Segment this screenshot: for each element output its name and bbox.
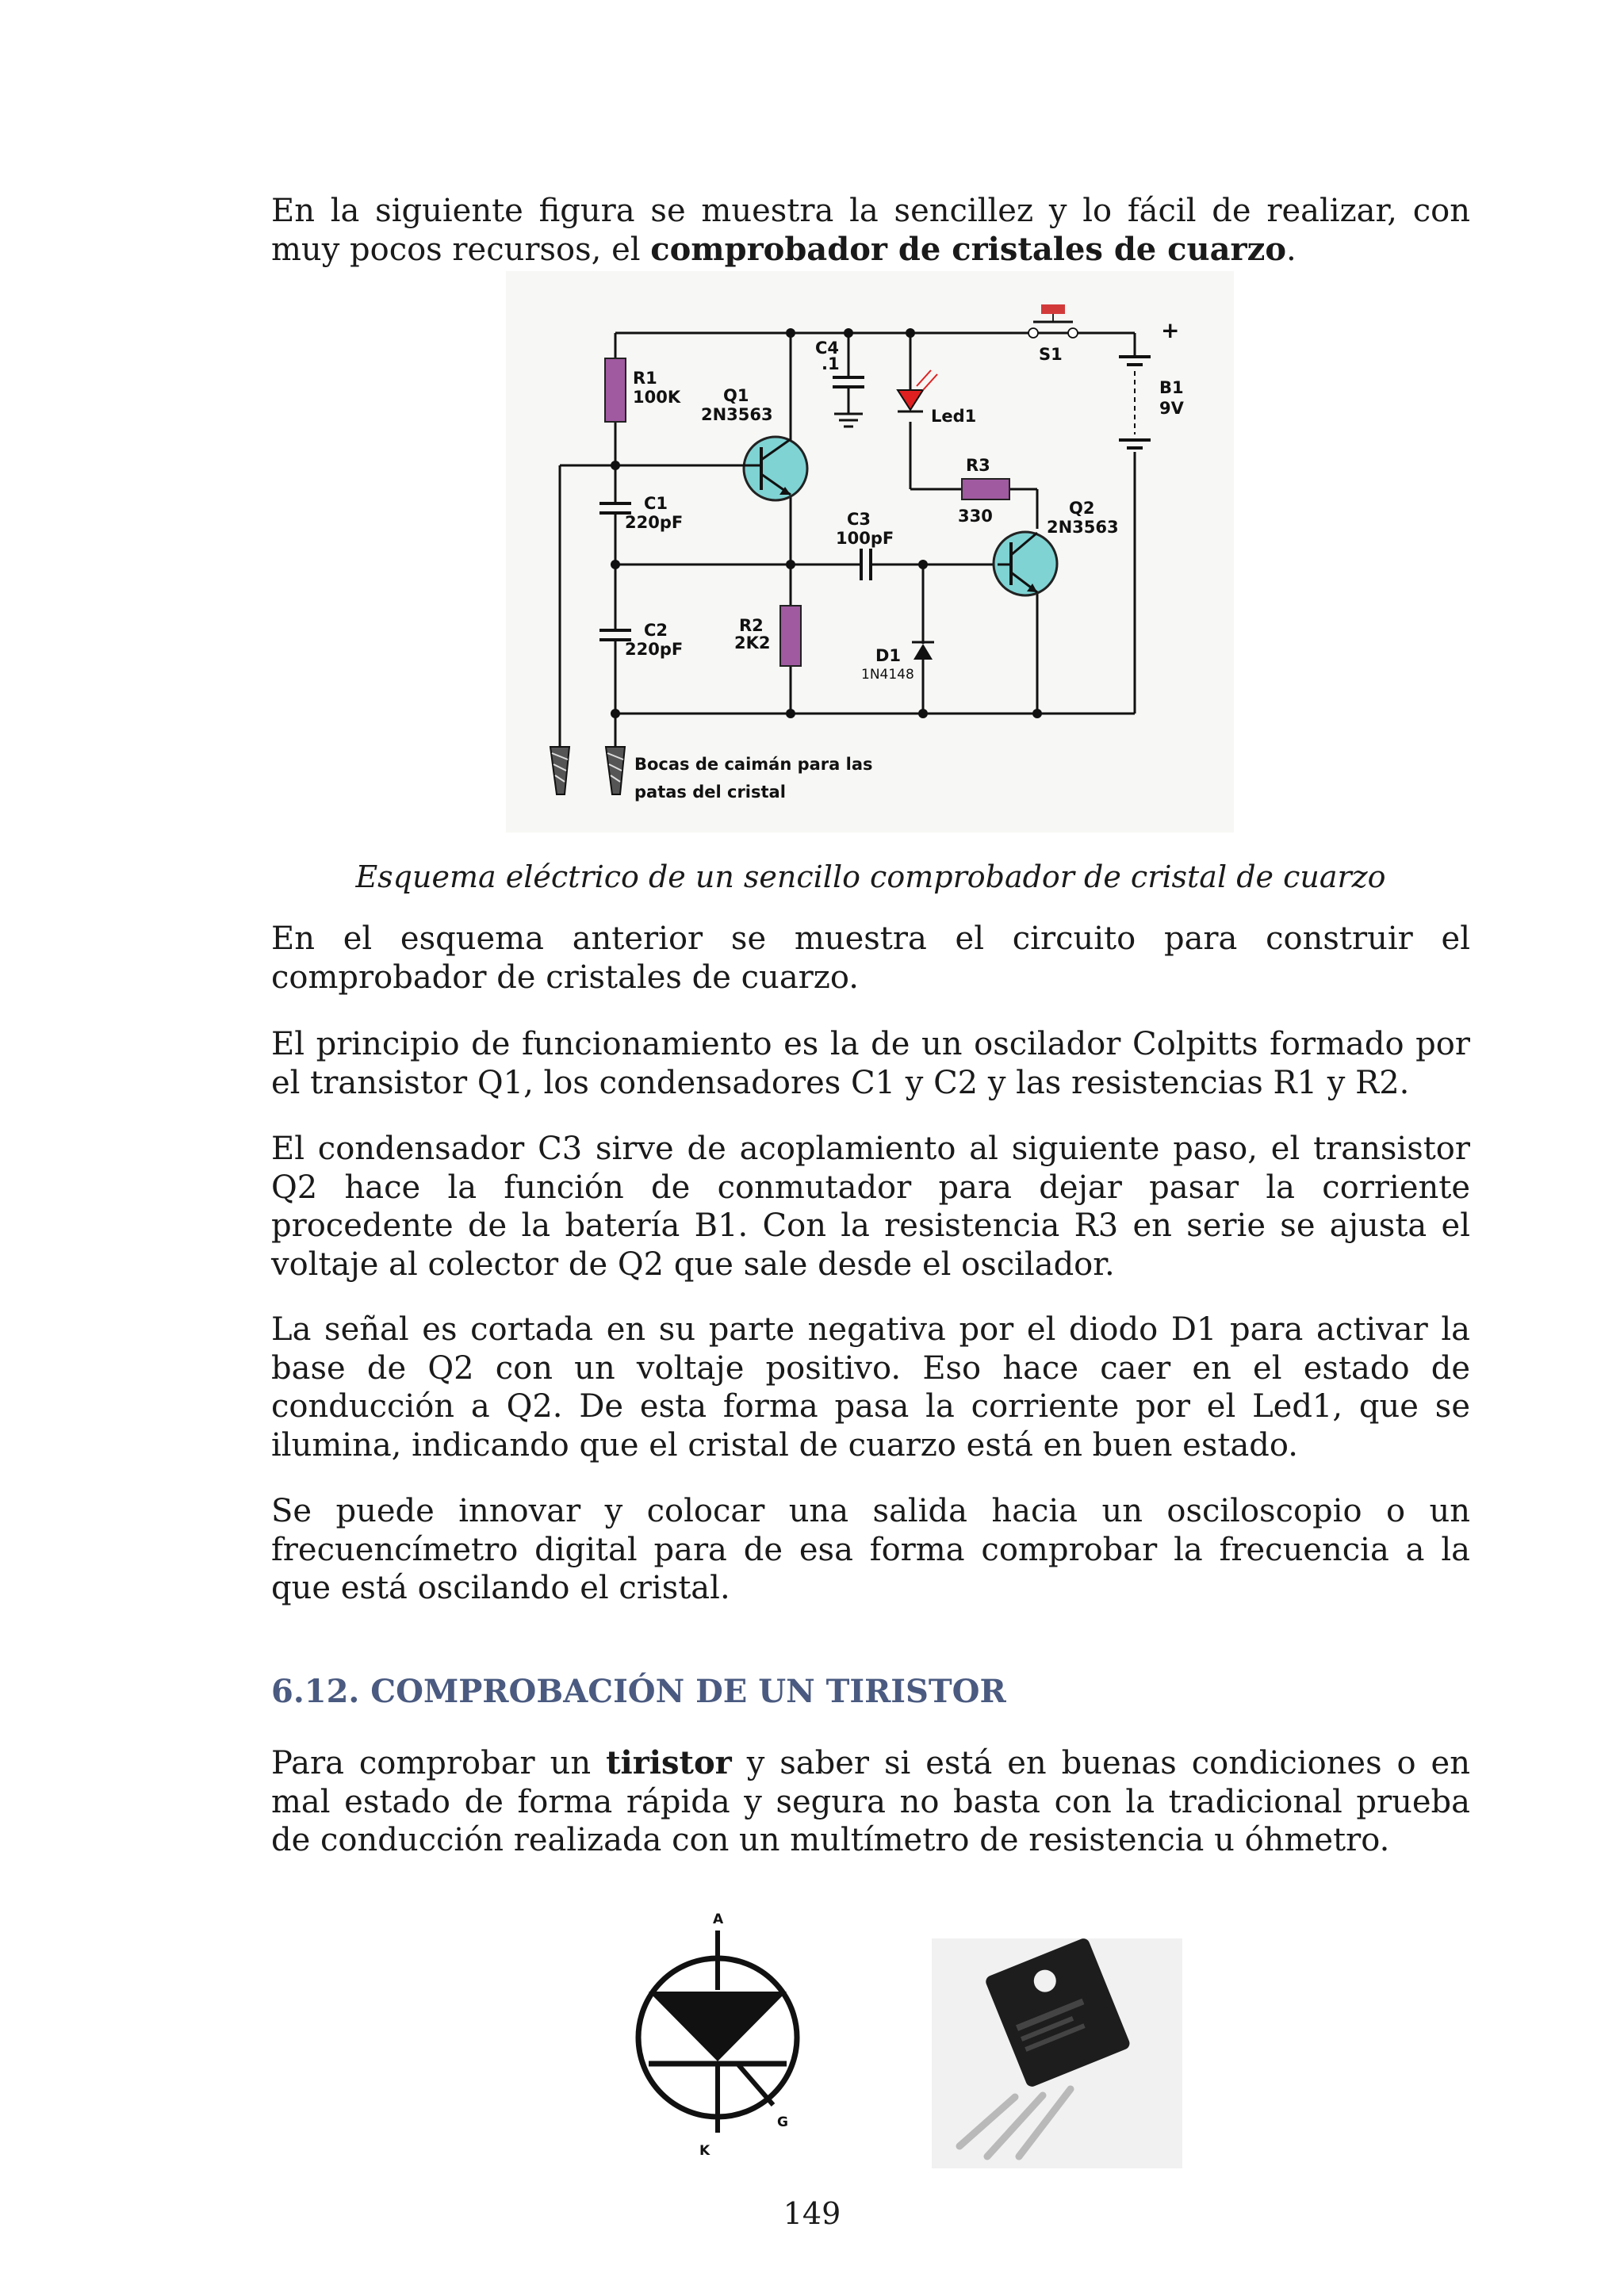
label-c3-value: 100pF (836, 529, 894, 548)
label-c2: C2 (644, 621, 668, 640)
transistor-q2 (994, 532, 1057, 595)
thyristor-symbol-icon (619, 1903, 817, 2164)
label-c2-value: 220pF (625, 640, 684, 659)
paragraph-2: El principio de funcionamiento es la de un oscilador Colpitts formado por el transistor Q1, los condensadores C1 y C2 y las resistencias R1 y R2. (271, 1026, 1470, 1101)
section-heading: 6.12. COMPROBACIÓN DE UN TIRISTOR (271, 1673, 1006, 1710)
clips-caption-line1: Bocas de caimán para las (634, 755, 873, 774)
intro-paragraph (271, 192, 1470, 269)
section-text: Para comprobar un (271, 1745, 607, 1781)
label-s1: S1 (1039, 345, 1063, 364)
label-d1: D1 (875, 646, 902, 665)
label-c4-value: .1 (822, 354, 840, 373)
label-d1-model: 1N4148 (861, 667, 914, 683)
label-c1-value: 220pF (625, 513, 684, 532)
label-q2: Q2 (1069, 499, 1095, 518)
resistor-r2 (780, 606, 801, 666)
label-r1-value: 100K (633, 388, 681, 407)
thyristor-photo (932, 1938, 1182, 2168)
label-c3: C3 (847, 510, 871, 529)
thyristor-anode-label: A (713, 1911, 724, 1927)
label-b1: B1 (1159, 378, 1184, 397)
section-paragraph (271, 1744, 1470, 1860)
label-b1-value: 9V (1159, 399, 1184, 418)
intro-text: En la siguiente figura se muestra la sencillez y lo fácil de realizar, con muy pocos recursos, el (271, 193, 1470, 268)
section-bold-term: tiristor (606, 1744, 732, 1781)
figure-caption: Esquema eléctrico de un sencillo comprobador de cristal de cuarzo (355, 859, 1386, 894)
paragraph-3: El condensador C3 sirve de acoplamiento al siguiente paso, el transistor Q2 hace la función de conmutador para dejar pasar la corriente procedente de la batería B1. Con la resistencia R3 en serie se ajusta el voltaje al colector de Q2 que sale desde el oscilador. (271, 1131, 1470, 1283)
label-r3: R3 (966, 456, 990, 475)
thyristor-component-icon (932, 1938, 1182, 2168)
thyristor-cathode-label: K (699, 2143, 710, 2159)
paragraph-1: En el esquema anterior se muestra el circuito para construir el comprobador de cristales de cuarzo. (271, 920, 1470, 996)
label-r2: R2 (739, 616, 764, 635)
label-led1: Led1 (931, 407, 977, 426)
label-q1-model: 2N3563 (701, 405, 773, 424)
intro-bold-term: comprobador de cristales de cuarzo (650, 230, 1287, 268)
label-c1: C1 (644, 494, 668, 513)
clips-caption-line2: patas del cristal (634, 783, 786, 802)
page-number: 149 (783, 2196, 841, 2231)
paragraph-5: Se puede innovar y colocar una salida hacia un osciloscopio o un frecuencímetro digital para de esa forma comprobar la frecuencia a la que está oscilando el cristal. (271, 1493, 1470, 1606)
label-plus: + (1161, 317, 1180, 343)
intro-text-end: . (1286, 231, 1297, 268)
resistor-r3 (962, 479, 1009, 499)
label-r1: R1 (633, 369, 657, 388)
resistor-r1 (605, 358, 626, 422)
label-r2-value: 2K2 (734, 633, 771, 652)
thyristor-symbol-figure (619, 1903, 817, 2164)
thyristor-gate-label: G (777, 2114, 788, 2130)
label-q2-model: 2N3563 (1047, 518, 1119, 537)
label-c4: C4 (815, 339, 840, 358)
paragraph-4: La señal es cortada en su parte negativa por el diodo D1 para activar la base de Q2 con un voltaje positivo. Eso hace caer en el estado de conducción a Q2. De esta forma pasa la corriente por el Led1, que se ilumina, indicando que el cristal de cuarzo está en buen estado. (271, 1311, 1470, 1464)
label-q1: Q1 (723, 386, 749, 405)
circuit-schematic-figure (506, 271, 1234, 832)
section-text-end: y saber si está en buenas condiciones o en mal estado de forma rápida y segura no basta con la tradicional prueba de conducción realizada con un multímetro de resistencia u óhmetro. (271, 1745, 1470, 1858)
label-r3-value: 330 (958, 507, 993, 526)
circuit-schematic (506, 271, 1234, 832)
